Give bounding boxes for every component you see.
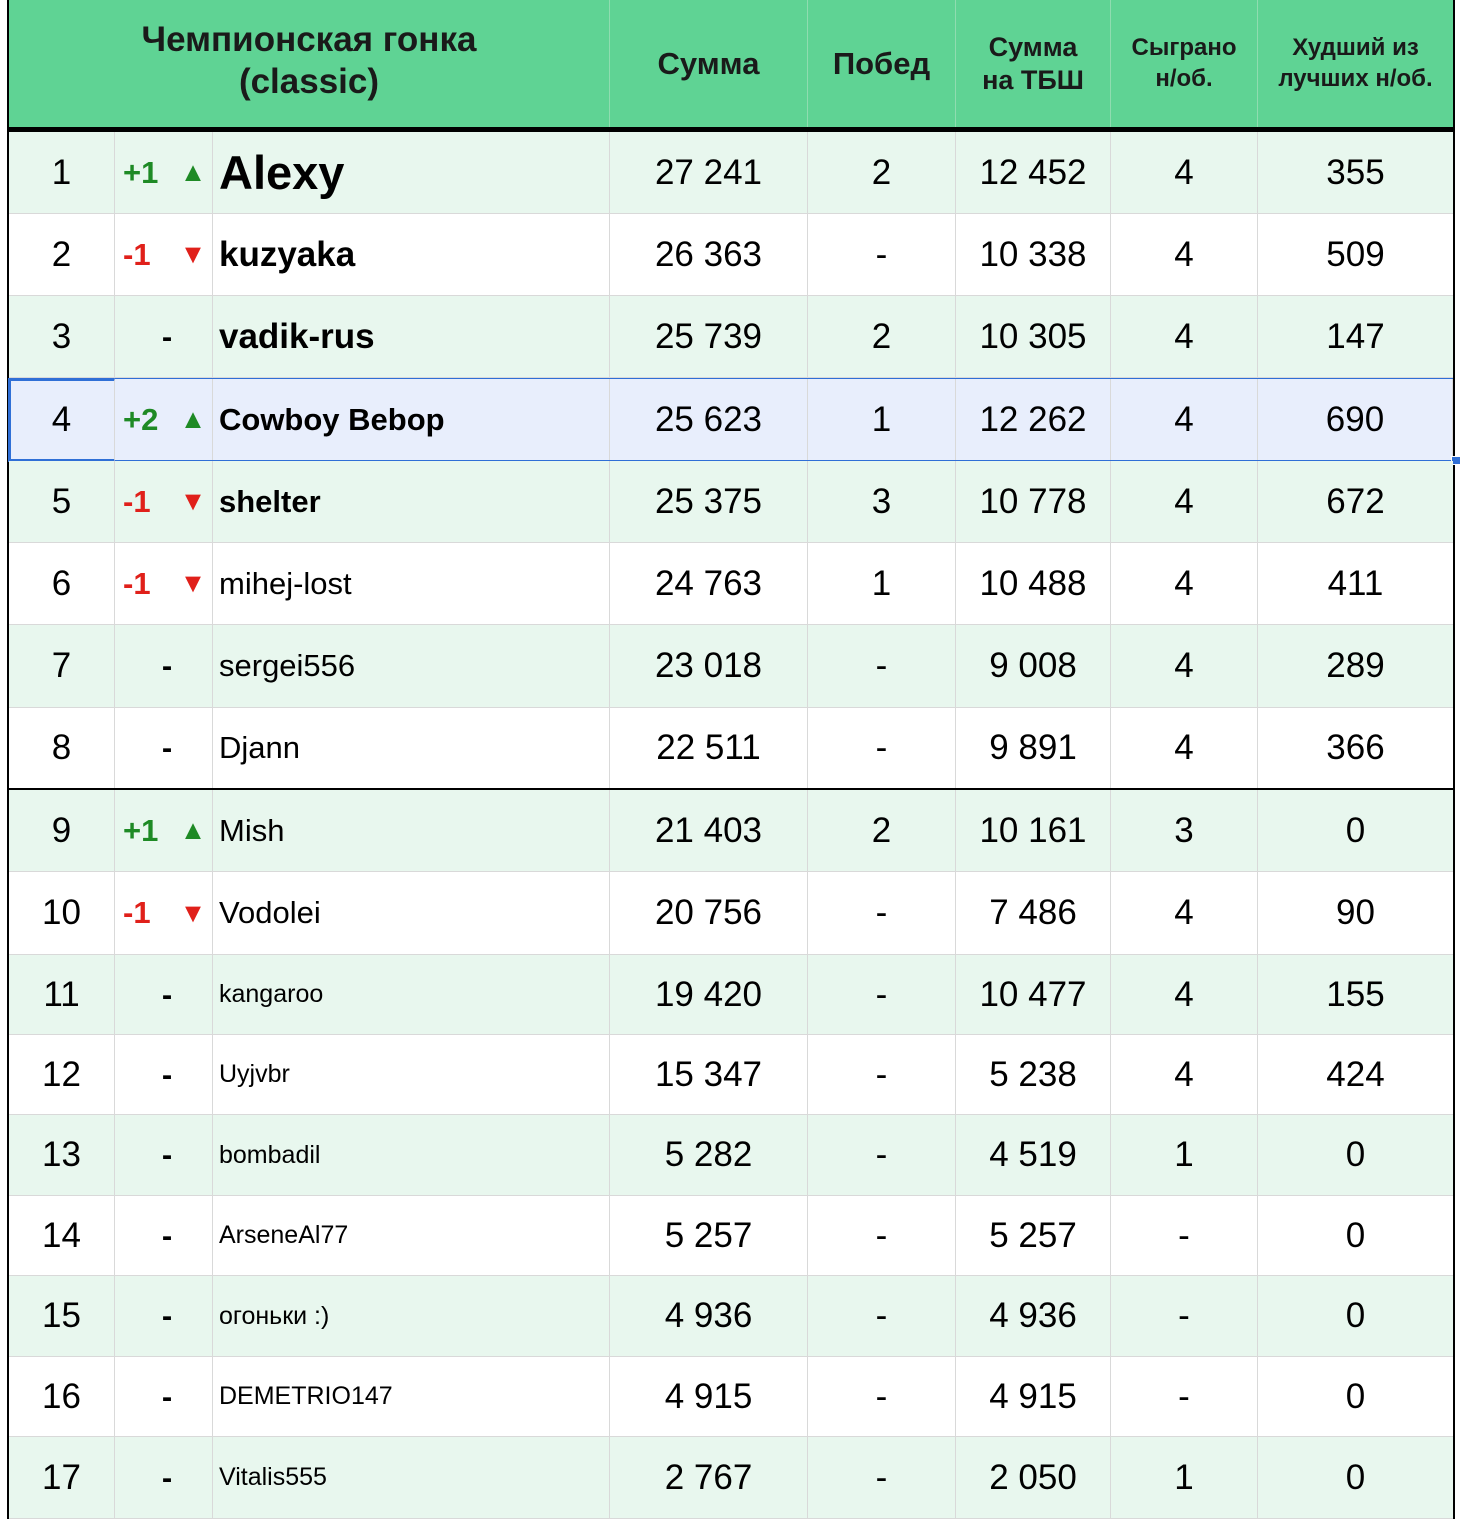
played-cell[interactable]: 4	[1111, 132, 1258, 213]
wins-cell[interactable]: 2	[808, 790, 956, 871]
table-body	[9, 132, 1453, 1519]
triangle-down-icon: ▼	[179, 486, 207, 516]
rank-cell[interactable]: 1	[9, 132, 115, 213]
sum-cell[interactable]: 2 767	[610, 1437, 808, 1518]
rank-cell[interactable]: 4	[9, 379, 115, 460]
worst-cell[interactable]: 424	[1326, 1054, 1385, 1094]
triangle-up-icon: ▲	[179, 157, 207, 187]
change-cell[interactable]	[115, 1196, 213, 1275]
played-cell[interactable]: 4	[1111, 872, 1258, 954]
table-row[interactable]	[9, 1196, 1453, 1276]
triangle-down-icon: ▼	[179, 897, 207, 928]
change-cell[interactable]	[115, 790, 213, 871]
header-sum-tbsh[interactable]: Сумма на ТБШ	[956, 0, 1111, 127]
rank-cell[interactable]: 8	[9, 708, 115, 788]
worst-cell[interactable]: 355	[1326, 152, 1385, 192]
table-row[interactable]	[9, 543, 1453, 625]
played-cell[interactable]: 4	[1111, 296, 1258, 377]
worst-cell[interactable]: 0	[1345, 1215, 1366, 1255]
rank-cell[interactable]: 10	[9, 872, 115, 954]
rank-cell[interactable]: 17	[9, 1437, 115, 1518]
change-cell[interactable]	[115, 461, 213, 542]
played-cell[interactable]: 1	[1111, 1437, 1258, 1518]
change-cell[interactable]	[115, 955, 213, 1034]
header-worst[interactable]: Худший из лучших н/об.	[1278, 33, 1433, 92]
change-value: -	[161, 648, 173, 683]
table-row[interactable]	[9, 461, 1453, 543]
played-cell[interactable]: 4	[1111, 955, 1258, 1034]
sum-tbsh-cell[interactable]: 10 305	[956, 296, 1111, 377]
wins-cell[interactable]: -	[808, 708, 956, 788]
wins-cell[interactable]: -	[808, 214, 956, 295]
sum-cell[interactable]: 15 347	[610, 1035, 808, 1114]
change-cell[interactable]	[115, 1437, 213, 1518]
played-cell[interactable]: 3	[1111, 790, 1258, 871]
change-value: -	[161, 1056, 173, 1092]
player-name-cell[interactable]: Djann	[213, 708, 610, 788]
worst-cell[interactable]: 147	[1326, 316, 1385, 356]
wins-cell[interactable]: 2	[808, 132, 956, 213]
player-name-cell[interactable]: DEMETRIO147	[213, 1357, 610, 1436]
table-row[interactable]	[9, 132, 1453, 214]
sum-cell[interactable]: 20 756	[610, 872, 808, 954]
header-title[interactable]: Чемпионская гонка (classic)	[9, 0, 610, 127]
worst-cell[interactable]: 289	[1326, 646, 1385, 685]
triangle-down-icon: ▼	[179, 239, 207, 269]
table-row[interactable]	[9, 872, 1453, 955]
change-cell[interactable]	[115, 1276, 213, 1356]
wins-cell[interactable]: 1	[808, 543, 956, 624]
sum-tbsh-cell[interactable]: 5 238	[956, 1035, 1111, 1114]
player-name-cell[interactable]: Cowboy Bebop	[213, 379, 610, 460]
player-name-cell[interactable]: sergei556	[213, 625, 610, 707]
played-cell[interactable]: -	[1111, 1357, 1258, 1436]
change-value: -	[161, 318, 173, 354]
worst-cell[interactable]: 509	[1326, 234, 1385, 274]
player-name-cell[interactable]: ArseneAl77	[213, 1196, 610, 1275]
played-cell[interactable]: 4	[1111, 379, 1258, 460]
change-value: -1	[123, 895, 151, 930]
wins-cell[interactable]: -	[808, 1196, 956, 1275]
change-cell[interactable]	[115, 708, 213, 788]
rank-cell[interactable]: 9	[9, 790, 115, 871]
sum-tbsh-cell[interactable]: 9 008	[956, 625, 1111, 707]
player-name-cell[interactable]: kangaroo	[213, 955, 610, 1034]
worst-cell[interactable]: 672	[1326, 481, 1385, 521]
played-cell[interactable]: 1	[1111, 1115, 1258, 1195]
change-cell[interactable]	[115, 1115, 213, 1195]
worst-cell[interactable]: 0	[1345, 1376, 1366, 1416]
sum-tbsh-cell[interactable]: 5 257	[956, 1196, 1111, 1275]
worst-cell[interactable]: 690	[1258, 379, 1453, 460]
sum-cell[interactable]: 4 936	[610, 1276, 808, 1356]
table-row[interactable]	[9, 296, 1453, 378]
wins-cell[interactable]: 1	[808, 379, 956, 460]
sum-cell[interactable]: 5 257	[610, 1196, 808, 1275]
rank-cell[interactable]: 16	[9, 1357, 115, 1436]
played-cell[interactable]: -	[1111, 1276, 1258, 1356]
worst-cell[interactable]: 90	[1336, 893, 1375, 932]
played-cell[interactable]: 4	[1111, 461, 1258, 542]
sum-tbsh-cell[interactable]: 12 452	[956, 132, 1111, 213]
triangle-up-icon: ▲	[179, 404, 207, 434]
sum-tbsh-cell[interactable]: 10 477	[956, 955, 1111, 1034]
change-cell[interactable]	[115, 625, 213, 707]
table-row[interactable]	[9, 1276, 1453, 1357]
triangle-down-icon: ▼	[179, 568, 207, 598]
sum-cell[interactable]: 25 739	[610, 296, 808, 377]
triangle-up-icon: ▲	[179, 815, 207, 845]
worst-cell[interactable]: 366	[1326, 728, 1385, 767]
sum-cell[interactable]: 25 375	[610, 461, 808, 542]
wins-cell[interactable]: -	[808, 955, 956, 1034]
sum-cell[interactable]: 5 282	[610, 1115, 808, 1195]
wins-cell[interactable]: -	[808, 1357, 956, 1436]
sum-cell[interactable]: 4 915	[610, 1357, 808, 1436]
table-row[interactable]	[9, 790, 1453, 872]
player-name-cell[interactable]: shelter	[213, 461, 610, 542]
player-name-cell[interactable]: Vodolei	[213, 872, 610, 954]
rank-cell[interactable]: 5	[9, 461, 115, 542]
sum-tbsh-cell[interactable]: 4 915	[956, 1357, 1111, 1436]
change-cell[interactable]	[115, 1035, 213, 1114]
worst-cell[interactable]: 0	[1345, 1135, 1366, 1174]
sum-tbsh-cell[interactable]: 7 486	[956, 872, 1111, 954]
change-cell[interactable]	[115, 872, 213, 954]
change-value: +1	[123, 154, 159, 190]
table-row[interactable]	[9, 1437, 1453, 1519]
wins-cell[interactable]: -	[808, 1035, 956, 1114]
played-cell[interactable]: 4	[1111, 1035, 1258, 1114]
change-cell[interactable]	[115, 296, 213, 377]
header-row	[9, 0, 1453, 132]
sum-tbsh-cell[interactable]: 9 891	[956, 708, 1111, 788]
sum-tbsh-cell[interactable]: 12 262	[956, 379, 1111, 460]
change-value: -	[161, 1137, 173, 1172]
sum-cell[interactable]: 24 763	[610, 543, 808, 624]
header-played[interactable]: Сыграно н/об.	[1111, 0, 1258, 127]
worst-cell[interactable]: 0	[1345, 810, 1366, 850]
rank-cell[interactable]: 12	[9, 1035, 115, 1114]
change-value: -	[161, 1217, 173, 1253]
wins-cell[interactable]: 2	[808, 296, 956, 377]
wins-cell[interactable]: -	[808, 625, 956, 707]
sum-tbsh-cell[interactable]: 4 519	[956, 1115, 1111, 1195]
change-value: -1	[123, 565, 151, 601]
rank-cell[interactable]: 15	[9, 1276, 115, 1356]
table-row[interactable]	[9, 214, 1453, 296]
worst-cell[interactable]: 155	[1326, 974, 1385, 1014]
table-row[interactable]	[9, 1357, 1453, 1437]
sum-cell[interactable]: 27 241	[610, 132, 808, 213]
sum-cell[interactable]: 25 623	[610, 379, 808, 460]
change-value: +1	[123, 812, 159, 848]
played-cell[interactable]: 4	[1111, 625, 1258, 707]
header-sum[interactable]: Сумма	[610, 0, 808, 127]
sum-tbsh-cell[interactable]: 2 050	[956, 1437, 1111, 1518]
spreadsheet	[7, 0, 1455, 1519]
table-row[interactable]	[9, 625, 1453, 708]
player-name-cell[interactable]: vadik-rus	[213, 296, 610, 377]
table-row[interactable]	[9, 1115, 1453, 1196]
change-cell[interactable]	[115, 132, 213, 213]
change-value: -	[161, 730, 173, 765]
sum-cell[interactable]: 22 511	[610, 708, 808, 788]
change-value: -1	[123, 483, 151, 519]
sum-tbsh-cell[interactable]: 10 161	[956, 790, 1111, 871]
change-value: -	[161, 1459, 173, 1495]
player-name-cell[interactable]: Uyjvbr	[213, 1035, 610, 1114]
change-value: -1	[123, 236, 151, 272]
wins-cell[interactable]: 3	[808, 461, 956, 542]
table-row[interactable]	[9, 1035, 1453, 1115]
player-name-cell[interactable]: kuzyaka	[213, 214, 610, 295]
table-row[interactable]	[9, 955, 1453, 1035]
wins-cell[interactable]: -	[808, 1115, 956, 1195]
table-row[interactable]	[9, 708, 1453, 790]
played-cell[interactable]: -	[1111, 1196, 1258, 1275]
wins-cell[interactable]: -	[808, 1437, 956, 1518]
change-value: -	[161, 1298, 173, 1333]
change-cell[interactable]	[115, 379, 213, 460]
player-name-cell[interactable]: Alexy	[213, 132, 610, 213]
played-cell[interactable]: 4	[1111, 543, 1258, 624]
player-name-cell[interactable]: bombadil	[213, 1115, 610, 1195]
player-name-cell[interactable]: Mish	[213, 790, 610, 871]
rank-cell[interactable]: 7	[9, 625, 115, 707]
rank-cell[interactable]: 3	[9, 296, 115, 377]
sum-cell[interactable]: 26 363	[610, 214, 808, 295]
rank-cell[interactable]: 13	[9, 1115, 115, 1195]
change-cell[interactable]	[115, 1357, 213, 1436]
rank-cell[interactable]: 6	[9, 543, 115, 624]
player-name-cell[interactable]: Vitalis555	[213, 1437, 610, 1518]
worst-cell[interactable]: 0	[1345, 1296, 1366, 1335]
change-cell[interactable]	[115, 214, 213, 295]
table-row[interactable]	[9, 378, 1453, 461]
sum-cell[interactable]: 23 018	[610, 625, 808, 707]
played-cell[interactable]: 4	[1111, 708, 1258, 788]
sum-tbsh-cell[interactable]: 10 778	[956, 461, 1111, 542]
change-cell[interactable]	[115, 543, 213, 624]
rank-cell[interactable]: 11	[9, 955, 115, 1034]
wins-cell[interactable]: -	[808, 1276, 956, 1356]
sum-cell[interactable]: 21 403	[610, 790, 808, 871]
change-value: -	[161, 1378, 173, 1414]
wins-cell[interactable]: -	[808, 872, 956, 954]
worst-cell[interactable]: 0	[1345, 1457, 1366, 1497]
worst-cell[interactable]: 411	[1327, 563, 1384, 603]
rank-cell[interactable]: 14	[9, 1196, 115, 1275]
sum-cell[interactable]: 19 420	[610, 955, 808, 1034]
sum-tbsh-cell[interactable]: 4 936	[956, 1276, 1111, 1356]
header-wins[interactable]: Побед	[808, 0, 956, 127]
change-value: +2	[123, 401, 159, 437]
change-value: -	[161, 976, 173, 1012]
sum-tbsh-cell[interactable]: 10 488	[956, 543, 1111, 624]
played-cell[interactable]: 4	[1111, 214, 1258, 295]
rank-cell[interactable]: 2	[9, 214, 115, 295]
player-name-cell[interactable]: mihej-lost	[213, 543, 610, 624]
sum-tbsh-cell[interactable]: 10 338	[956, 214, 1111, 295]
player-name-cell[interactable]: огоньки :)	[213, 1276, 610, 1356]
